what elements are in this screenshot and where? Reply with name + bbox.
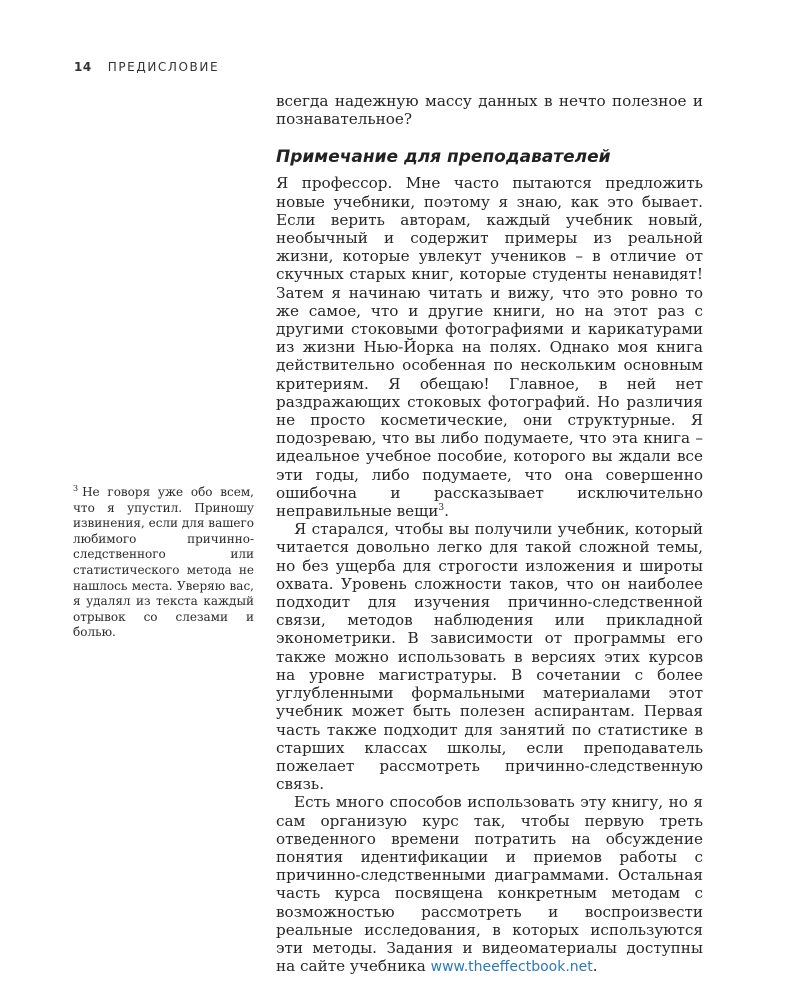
page-number: 14 [74,60,92,74]
footnote-ref[interactable]: 3 [438,503,445,513]
main-text-column [276,92,703,976]
section-heading: Примечание для преподавателей [276,147,611,168]
paragraph-3-end: . [592,957,598,976]
paragraph-1 [276,174,703,520]
intro-continuation: всегда надежную массу данных в нечто полезное и познавательное? [276,92,703,129]
footnote [73,485,254,641]
footnote-number: 3 [73,484,79,493]
footnote-text: Не говоря уже обо всем, что я упустил. Приношу извинения, если для вашего любимого причинно-следственного или статистического метода не нашлось места. Уверяю вас, я удалял из текста каждый отрывок со слезами и болью. [73,485,254,640]
running-head [74,60,219,74]
section-title: ПРЕДИСЛОВИЕ [107,60,220,74]
website-link[interactable]: www.theeffectbook.net [430,959,593,976]
paragraph-3-text: Есть много способов использовать эту книгу, но я сам организую курс так, чтобы первую треть отведенного времени потратить на обсуждение понятия идентификации и приемов работы с причинно-следственными диаграммами. Остальная часть курса посвящена конкретным методам с возможностью рассмотреть и воспроизвести реальные исследования, в которых используются эти методы. Задания и видеоматериалы доступны на сайте учебника [276,793,703,976]
paragraph-2: Я старался, чтобы вы получили учебник, который читается довольно легко для такой сложной темы, но без ущерба для строгости изложения и широты охвата. Уровень сложности таков, что он наиболее подходит для изучения причинно-следственной связи, методов наблюдения или прикладной эконометрики. В зависимости от программы его также можно использовать в версиях этих курсов на уровне магистратуры. В сочетании с более углубленными формальными материалами этот учебник может быть полезен аспирантам. Первая часть также подходит для занятий по статистике в старших классах школы, если преподаватель пожелает рассмотреть причинно-следственную связь. [276,520,703,794]
paragraph-1-text: Я профессор. Мне часто пытаются предложить новые учебники, поэтому я знаю, как это бывает. Если верить авторам, каждый учебник новый, необычный и содержит примеры из реальной жизни, которые увлекут учеников – в отличие от скучных старых книг, которые студенты ненавидят! Затем я начинаю читать и вижу, что это ровно то же самое, что и другие книги, но на этот раз с другими стоковыми фотографиями и карикатурами из жизни Нью-Йорка на полях. Однако моя книга действительно особенная по нескольким основным критериям. Я обещаю! Главное, в ней нет раздражающих стоковых фотографий. Но различия не просто косметические, они структурные. Я подозреваю, что вы либо подумаете, что эта книга – идеальное учебное пособие, которого вы ждали все эти годы, либо подумаете, что она совершенно ошибочна и рассказывает исключительно неправильные вещи [276,174,703,521]
paragraph-1-end: . [444,502,449,521]
paragraph-3 [276,793,703,976]
